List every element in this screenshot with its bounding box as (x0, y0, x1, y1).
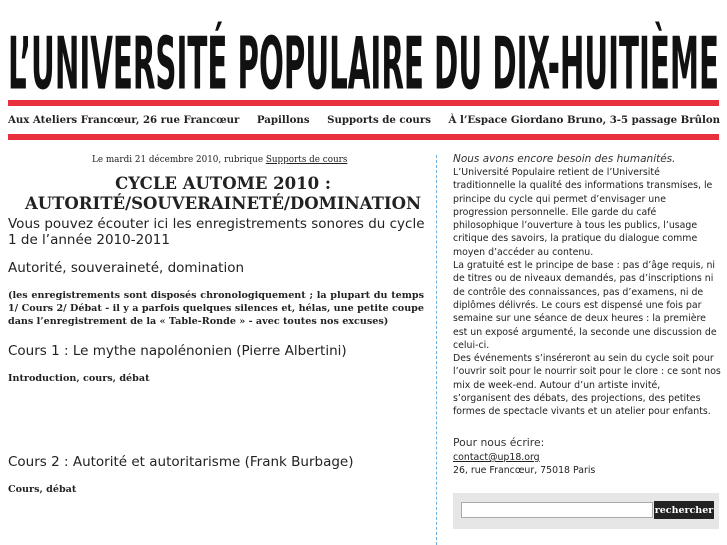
rubrique-link[interactable]: Supports de cours (265, 155, 348, 165)
article-subtitle: Autorité, souveraineté, domination (8, 260, 245, 276)
article-title-line2: AUTORITÉ/SOUVERAINETÉ/DOMINATION (24, 194, 422, 213)
article-title-line1: CYCLE AUTOME 2010 : (115, 174, 331, 193)
nav-item-papillons[interactable]: Papillons (256, 114, 310, 126)
recording-notice: (les enregistrements sont disposés chronologiquement ; la plupart du temps 1/ Cours 2/ Débat - il y a parfois quelques silences et, hélas, une petite coupe dans l’enregistrement de la « Table-Ronde » - avec toutes nos excuses) (8, 290, 424, 327)
sidebar-paragraph-3: Des événements s’inséreront au sein du cycle soit pour l’ouvrir soit pour le nourrir soit pour le clore : ce sont nos mix de week-end. Autour d’un artiste invité, s’organisent des débats, des projections, des petites formes de spectacle vivants et un atelier pour enfants. (453, 353, 721, 418)
sidebar-heading: Nous avons encore besoin des humanités. (453, 153, 676, 165)
contact-email-link[interactable]: contact@up18.org (453, 452, 540, 463)
nav-item-ateliers-francoeur[interactable]: Aux Ateliers Francœur, 26 rue Francœur (8, 114, 240, 126)
nav-item-supports-de-cours[interactable]: Supports de cours (327, 114, 431, 126)
article-meta (92, 155, 347, 165)
contact-heading: Pour nous écrire: (453, 436, 545, 449)
cours1-subtitle: Introduction, cours, débat (8, 373, 150, 384)
site-title[interactable] (8, 20, 719, 92)
sidebar (453, 152, 721, 419)
header-rule-top (8, 100, 719, 106)
header-rule-bottom (8, 134, 719, 140)
contact-address: 26, rue Francœur, 75018 Paris (453, 465, 596, 476)
cours1-title: Cours 1 : Le mythe napolénonien (Pierre Albertini) (8, 343, 347, 359)
search-button[interactable]: rechercher (654, 501, 714, 519)
sidebar-paragraph-2: La gratuité est le principe de base : pas d’âge requis, ni de titres ou de niveaux demandés, pas d’inscriptions ni de contrôle des connaissances, pas d’examens, ni de diplômes délivrés. Le cours est dispensé une fois par semaine sur une séance de deux heures : la première est un exposé argumenté, la seconde une discussion de celui-ci. (453, 260, 717, 351)
cours2-subtitle: Cours, débat (8, 484, 77, 495)
main-nav (8, 114, 727, 128)
nav-item-espace-giordano-bruno[interactable]: À l’Espace Giordano Bruno, 3-5 passage Brûlon (448, 114, 721, 126)
search-form (453, 493, 719, 529)
article-title (8, 174, 438, 214)
article-date: Le mardi 21 décembre 2010, rubrique (92, 155, 264, 165)
article-intro: Vous pouvez écouter ici les enregistrements sonores du cycle 1 de l’année 2010-2011 (8, 216, 425, 248)
site-title-text: L’UNIVERSITÉ POPULAIRE DU DIX-HUITIÈME (8, 21, 719, 92)
cours2-title: Cours 2 : Autorité et autoritarisme (Frank Burbage) (8, 454, 354, 470)
column-divider (436, 155, 437, 545)
search-input[interactable] (461, 502, 653, 518)
sidebar-paragraph-1: L’Université Populaire retient de l’Université traditionnelle la qualité des informations transmises, le principe du cycle qui permet d’envisager une progression personnelle. Elle garde du café philosophique l’ouverture à tous les publics, l’usage critique des savoirs, la pratique du dialogue comme moyen d’accéder au contenu. (453, 167, 713, 258)
